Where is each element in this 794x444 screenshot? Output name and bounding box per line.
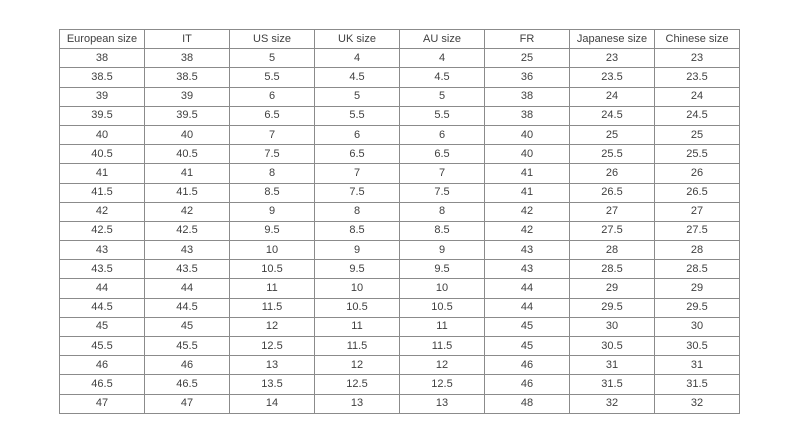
table-cell: 11.5: [315, 337, 400, 356]
table-cell: 26: [570, 164, 655, 183]
table-cell: 44: [485, 298, 570, 317]
table-cell: 5.5: [315, 106, 400, 125]
table-cell: 8.5: [315, 221, 400, 240]
table-cell: 31.5: [570, 375, 655, 394]
table-cell: 42.5: [145, 221, 230, 240]
table-cell: 10: [230, 241, 315, 260]
table-cell: 29.5: [655, 298, 740, 317]
table-cell: 48: [485, 394, 570, 413]
table-cell: 38.5: [60, 68, 145, 87]
table-row: [60, 317, 740, 336]
table-cell: 29: [570, 279, 655, 298]
table-cell: 10.5: [230, 260, 315, 279]
table-cell: 13: [315, 394, 400, 413]
table-cell: 8.5: [400, 221, 485, 240]
table-cell: 23: [655, 49, 740, 68]
table-cell: 42: [145, 202, 230, 221]
table-cell: 40: [60, 125, 145, 144]
table-cell: 10: [315, 279, 400, 298]
table-row: [60, 279, 740, 298]
table-cell: 44.5: [145, 298, 230, 317]
shoe-size-conversion-table: [59, 29, 740, 414]
table-cell: 5: [230, 49, 315, 68]
table-cell: 30.5: [570, 337, 655, 356]
table-cell: 38.5: [145, 68, 230, 87]
table-cell: 40: [145, 125, 230, 144]
table-cell: 11: [400, 317, 485, 336]
table-cell: 23.5: [570, 68, 655, 87]
table-cell: 6: [400, 125, 485, 144]
table-row: [60, 87, 740, 106]
table-cell: 44: [60, 279, 145, 298]
table-row: [60, 106, 740, 125]
column-header-fr: FR: [485, 30, 570, 49]
table-cell: 32: [655, 394, 740, 413]
table-cell: 9.5: [230, 221, 315, 240]
table-row: [60, 183, 740, 202]
table-cell: 10.5: [400, 298, 485, 317]
table-cell: 40.5: [60, 145, 145, 164]
table-row: [60, 298, 740, 317]
column-header-european-size: European size: [60, 30, 145, 49]
table-cell: 8.5: [230, 183, 315, 202]
table-cell: 45.5: [60, 337, 145, 356]
table-header: [60, 30, 740, 49]
table-cell: 12: [315, 356, 400, 375]
table-cell: 9: [400, 241, 485, 260]
table-cell: 44: [485, 279, 570, 298]
table-row: [60, 241, 740, 260]
table-cell: 44.5: [60, 298, 145, 317]
table-cell: 5.5: [230, 68, 315, 87]
table-cell: 7: [230, 125, 315, 144]
table-cell: 7: [315, 164, 400, 183]
table-cell: 44: [145, 279, 230, 298]
table-cell: 12.5: [400, 375, 485, 394]
table-cell: 12: [400, 356, 485, 375]
table-cell: 45.5: [145, 337, 230, 356]
table-cell: 9: [315, 241, 400, 260]
table-cell: 6.5: [315, 145, 400, 164]
table-row: [60, 202, 740, 221]
table-cell: 40.5: [145, 145, 230, 164]
table-cell: 13: [230, 356, 315, 375]
table-cell: 46.5: [60, 375, 145, 394]
table-cell: 29.5: [570, 298, 655, 317]
table-cell: 31: [655, 356, 740, 375]
table-cell: 24: [570, 87, 655, 106]
table-cell: 38: [145, 49, 230, 68]
table-cell: 47: [60, 394, 145, 413]
table-cell: 47: [145, 394, 230, 413]
table-cell: 7.5: [230, 145, 315, 164]
table-cell: 27: [655, 202, 740, 221]
table-cell: 8: [315, 202, 400, 221]
table-cell: 45: [145, 317, 230, 336]
table-cell: 12.5: [230, 337, 315, 356]
table-cell: 10: [400, 279, 485, 298]
table-cell: 26.5: [655, 183, 740, 202]
table-cell: 40: [485, 125, 570, 144]
table-cell: 5: [400, 87, 485, 106]
table-cell: 38: [60, 49, 145, 68]
table-cell: 28.5: [655, 260, 740, 279]
table-cell: 25.5: [655, 145, 740, 164]
table-cell: 39: [60, 87, 145, 106]
column-header-chinese-size: Chinese size: [655, 30, 740, 49]
table-cell: 4.5: [315, 68, 400, 87]
table-cell: 42: [60, 202, 145, 221]
table-cell: 45: [60, 317, 145, 336]
table-cell: 41: [60, 164, 145, 183]
table-cell: 9.5: [400, 260, 485, 279]
table-cell: 24.5: [655, 106, 740, 125]
table-cell: 24.5: [570, 106, 655, 125]
table-cell: 28.5: [570, 260, 655, 279]
table-cell: 4: [315, 49, 400, 68]
table-cell: 39.5: [60, 106, 145, 125]
table-cell: 7.5: [400, 183, 485, 202]
table-cell: 29: [655, 279, 740, 298]
table-cell: 42.5: [60, 221, 145, 240]
table-cell: 27.5: [570, 221, 655, 240]
table-cell: 39: [145, 87, 230, 106]
table-cell: 46: [60, 356, 145, 375]
table-cell: 6.5: [230, 106, 315, 125]
table-cell: 5.5: [400, 106, 485, 125]
table-cell: 42: [485, 202, 570, 221]
table-cell: 26.5: [570, 183, 655, 202]
table-body: [60, 49, 740, 414]
table-cell: 30.5: [655, 337, 740, 356]
table-cell: 4.5: [400, 68, 485, 87]
table-cell: 27: [570, 202, 655, 221]
table-cell: 8: [230, 164, 315, 183]
table-cell: 10.5: [315, 298, 400, 317]
column-header-japanese-size: Japanese size: [570, 30, 655, 49]
column-header-uk-size: UK size: [315, 30, 400, 49]
table-cell: 41.5: [145, 183, 230, 202]
table-row: [60, 394, 740, 413]
table-cell: 38: [485, 87, 570, 106]
table-cell: 36: [485, 68, 570, 87]
table-cell: 41: [145, 164, 230, 183]
table-cell: 43: [485, 241, 570, 260]
table-cell: 45: [485, 337, 570, 356]
table-cell: 28: [655, 241, 740, 260]
table-cell: 43: [60, 241, 145, 260]
table-cell: 30: [655, 317, 740, 336]
table-cell: 45: [485, 317, 570, 336]
table-cell: 4: [400, 49, 485, 68]
table-cell: 43.5: [145, 260, 230, 279]
table-cell: 7: [400, 164, 485, 183]
table-cell: 6.5: [400, 145, 485, 164]
table-cell: 12.5: [315, 375, 400, 394]
table-cell: 12: [230, 317, 315, 336]
table-cell: 46: [485, 375, 570, 394]
table-cell: 31: [570, 356, 655, 375]
table-cell: 38: [485, 106, 570, 125]
table-cell: 9: [230, 202, 315, 221]
table-cell: 46: [145, 356, 230, 375]
table-cell: 5: [315, 87, 400, 106]
table-cell: 25: [570, 125, 655, 144]
table-cell: 14: [230, 394, 315, 413]
table-cell: 39.5: [145, 106, 230, 125]
table-row: [60, 68, 740, 87]
table-row: [60, 337, 740, 356]
table-cell: 27.5: [655, 221, 740, 240]
table-cell: 31.5: [655, 375, 740, 394]
table-row: [60, 145, 740, 164]
table-cell: 6: [230, 87, 315, 106]
table-cell: 46.5: [145, 375, 230, 394]
table-row: [60, 260, 740, 279]
table-cell: 24: [655, 87, 740, 106]
table-cell: 46: [485, 356, 570, 375]
table-cell: 6: [315, 125, 400, 144]
table-row: [60, 164, 740, 183]
table-cell: 42: [485, 221, 570, 240]
table-row: [60, 356, 740, 375]
table-cell: 41: [485, 164, 570, 183]
table-cell: 11: [230, 279, 315, 298]
table-cell: 41: [485, 183, 570, 202]
table-cell: 7.5: [315, 183, 400, 202]
table-cell: 23.5: [655, 68, 740, 87]
table-cell: 25.5: [570, 145, 655, 164]
table-cell: 8: [400, 202, 485, 221]
table-cell: 25: [655, 125, 740, 144]
column-header-it: IT: [145, 30, 230, 49]
table-cell: 43.5: [60, 260, 145, 279]
header-row: [60, 30, 740, 49]
table-row: [60, 49, 740, 68]
table-cell: 11.5: [400, 337, 485, 356]
table-row: [60, 125, 740, 144]
table-cell: 23: [570, 49, 655, 68]
table-row: [60, 375, 740, 394]
table-cell: 41.5: [60, 183, 145, 202]
table-cell: 9.5: [315, 260, 400, 279]
table-cell: 30: [570, 317, 655, 336]
table-cell: 13: [400, 394, 485, 413]
table-cell: 43: [145, 241, 230, 260]
column-header-au-size: AU size: [400, 30, 485, 49]
table-cell: 43: [485, 260, 570, 279]
table-cell: 11: [315, 317, 400, 336]
table-row: [60, 221, 740, 240]
table-cell: 40: [485, 145, 570, 164]
table-cell: 28: [570, 241, 655, 260]
table-cell: 25: [485, 49, 570, 68]
table-cell: 13.5: [230, 375, 315, 394]
table-cell: 11.5: [230, 298, 315, 317]
table-cell: 26: [655, 164, 740, 183]
table-cell: 32: [570, 394, 655, 413]
column-header-us-size: US size: [230, 30, 315, 49]
